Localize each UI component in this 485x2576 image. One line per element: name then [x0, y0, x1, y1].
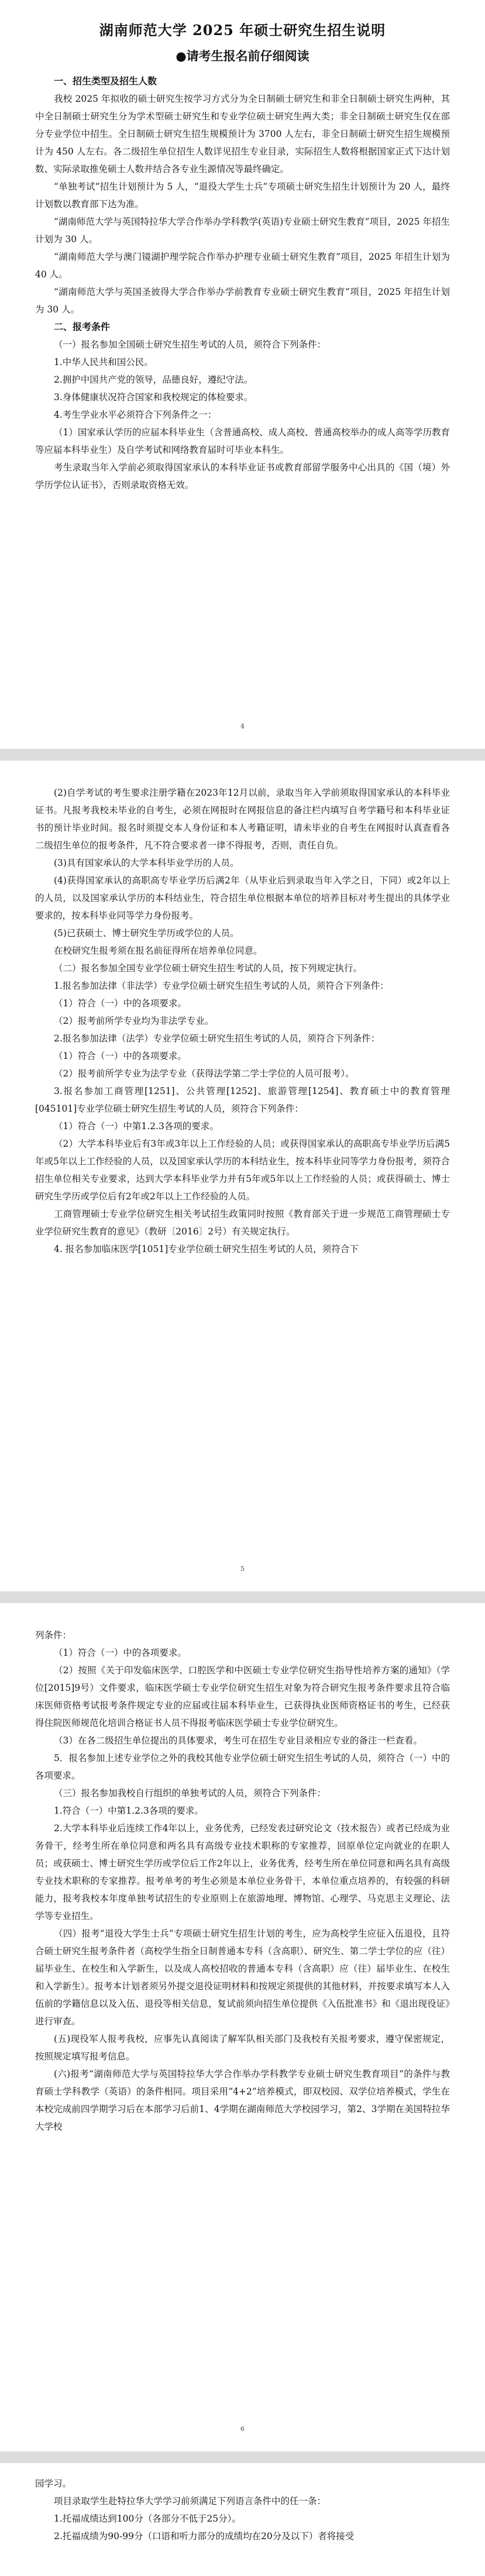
paragraph: （2）大学本科毕业后有3年或3年以上工作经验的人员；或获得国家承认的高职高专毕业学历后满5年或5年以上工作经验的人员，以及国家承认学历的本科结业生，按本科毕业同等学力身份报考，须符合招生单位相关专业要求，达到大学本科毕业学力并有5年或5年以上工作经验的人员；或获得硕士、博士研究生学历或学位后有2年或2年以上工作经验的人员。	[35, 1139, 450, 1202]
document-page-3	[0, 1603, 485, 2451]
paragraph: 1.报名参加法律（非法学）专业学位硕士研究生招生考试的人员，须符合下列条件：	[54, 981, 389, 991]
document-page-4	[0, 2463, 485, 2576]
paragraph: (5)已获硕士、博士研究生学历或学位的人员。	[54, 928, 239, 938]
paragraph: （二）报名参加全国专业学位硕士研究生招生考试的人员，按下列规定执行。	[54, 963, 363, 974]
page-3-body	[35, 1626, 450, 2135]
paragraph: 2.拥护中国共产党的领导，品德良好，遵纪守法。	[54, 374, 253, 385]
paragraph: （四）报考“退役大学生士兵”专项硕士研究生招生计划的考生，应为高校学生应征入伍退役，且符合硕士研究生报考条件者（高校学生指全日制普通本专科（含高职）、研究生、第二学士学位的应（往）届毕业生、在校生和入学新生，以及成人高校招收的普通本专科（含高职）应（往）届毕业生、在校生和入学新生）。报考本计划者须另外提交退役证明材料和按规定须提供的其他材料，并按要求填写本人入伍前的学籍信息以及入伍、退役等相关信息，复试前须向招生单位提供《入伍批准书》和《退出现役证》进行审查。	[35, 1928, 450, 2027]
document-page-1	[0, 0, 485, 749]
paragraph: “湖南师范大学与澳门镜湖护理学院合作举办护理专业硕士研究生教育”项目，2025 年招生计划为 40 人。	[35, 252, 450, 280]
paragraph: (五)现役军人报考我校，应事先认真阅读了解军队相关部门及我校有关报考要求，遵守保密规定，按照规定填写报考信息。	[35, 2034, 450, 2062]
page-number: 4	[240, 723, 245, 730]
paragraph: （1）符合（一）中的各项要求。	[54, 1648, 187, 1658]
paragraph: “湖南师范大学与英国特拉华大学合作举办学科教学(英语)专业硕士研究生教育”项目，2025 年招生计划为 30 人。	[35, 216, 450, 245]
page-2-body	[35, 784, 450, 1258]
paragraph: 2.大学本科毕业后连续工作4年以上，业务优秀，已经发表过研究论文（技术报告）或者已经成为业务骨干，经考生所在单位同意和两名具有高级专业技术职称的专家推荐，回原单位定向就业的在职人员；或获硕士、博士研究生学历或学位后工作2年以上，业务优秀，经考生所在单位同意和两名具有高级专业技术职称的专家推荐。报考单考的考生必须是本单位业务骨干，本单位重点培养的，有较强的科研能力，报考我校本年度单独考试招生的专业原则上在旅游地理、博物馆、心理学、马克思主义理论、法学等专业招生。	[35, 1823, 450, 1921]
paragraph: (六)报考“湖南师范大学与英国特拉华大学合作举办学科教学专业硕士研究生教育项目”的条件与教育硕士学科教学（英语）的条件相同。项目采用“4+2”培养模式，即双校园、双学位培养模式，学生在本校完成前四学期学习后在本部学习后前1、4学期在湖南师范大学校园学习，第2、3学期在美国特拉华大学校	[35, 2069, 450, 2132]
section-heading: 一、招生类型及招生人数	[54, 75, 157, 87]
paragraph: （1）符合（一）中的各项要求。	[54, 1051, 187, 1061]
paragraph: 1.符合（一）中第1.2.3各项的要求。	[54, 1805, 204, 1816]
paragraph: 项目录取学生赴特拉华大学学习前须满足下列语言条件中的任一条：	[54, 2496, 326, 2506]
paragraph: （1）符合（一）中第1.2.3各项的要求。	[54, 1121, 219, 1131]
paragraph: （一）报名参加全国硕士研究生招生考试的人员，须符合下列条件：	[54, 339, 326, 350]
section-heading: 二、报考条件	[54, 321, 111, 332]
document-page-2	[0, 761, 485, 1591]
page-4-body	[35, 2475, 450, 2545]
paragraph: 3.身体健康状况符合国家和我校规定的体检要求。	[54, 392, 253, 403]
page-1-body	[35, 73, 450, 494]
paragraph: (4)获得国家承认的高职高专毕业学历后满2年（从毕业后到录取当年入学之日，下同）或2年以上的人员，以及国家承认学历的本科结业生，符合招生单位根据本单位的培养目标对考生提出的具体学业要求的，按本科毕业同等学力身份报考。	[35, 875, 450, 921]
paragraph: （2）按照《关于印发临床医学、口腔医学和中医硕士专业学位研究生指导性培养方案的通知》（学位[2015]9号）文件要求，临床医学硕士专业学位研究生招生对象为符合研究生报考条件要求且符合临床医师资格考试报考条件规定专业的应届或往届本科毕业生，已获得执业医师资格证书的考生，已经获得住院医师规范化培训合格证书人员不得报考临床医学硕士专业学位研究生。	[35, 1665, 450, 1728]
paragraph: （2）报考前所学专业均为非法学专业。	[54, 1016, 214, 1026]
paragraph: 4. 报名参加临床医学[1051]专业学位硕士研究生招生考试的人员，须符合下	[54, 1244, 359, 1254]
paragraph: （1）符合（一）中的各项要求。	[54, 998, 187, 1009]
paragraph: 1.中华人民共和国公民。	[54, 357, 153, 367]
document-title: 湖南师范大学 2025 年硕士研究生招生说明	[99, 22, 386, 39]
paragraph: 2.报名参加法律（法学）专业学位硕士研究生招生考试的人员，须符合下列条件：	[54, 1033, 380, 1044]
paragraph: 列条件：	[35, 1630, 72, 1640]
paragraph: (2)自学考试的考生要求注册学籍在2023年12月以前，录取当年入学前须取得国家承认的本科毕业证书。凡报考我校未毕业的自考生，必须在网报时在网报信息的备注栏内填写自考学籍号和本科毕业证书的预计毕业时间。报名时须提交本人身份证和本人考籍证明，请未毕业的自考生在网报时认真查看各二级招生单位的报考条件，凡不符合要求者一律不得报考，否则，责任自负。	[35, 787, 450, 851]
paragraph: （3）在各二级招生单位提出的具体要求，考生可在招生专业目录相应专业的备注一栏查看。	[54, 1735, 422, 1746]
paragraph: （2）报考前所学专业为法学专业（获得法学第二学士学位的人员可报考）。	[54, 1068, 355, 1079]
paragraph: 园学习。	[35, 2478, 72, 2489]
page-number: 5	[240, 1565, 245, 1573]
paragraph: 1.托福成绩达到100分（各部分不低于25分）。	[54, 2513, 241, 2524]
page-number: 6	[240, 2425, 245, 2433]
paragraph: 我校 2025 年拟收的硕士研究生按学习方式分为全日制硕士研究生和非全日制硕士研究生两种，其中全日制硕士研究生分为学术型硕士研究生和专业学位硕士研究生两大类；非全日制硕士研究生仅在部分专业学位中招生。全日制硕士研究生招生规模预计为 3700 人左右，非全日制硕士研究生招生规模预计为 450 人左右。各二级招生单位招生人数详见招生专业目录，实际招生人数将根据国家正式下达计划数、实际录取推免硕士人数并结合各专业生源情况等最终确定。	[35, 94, 450, 174]
paragraph: 5．报名参加上述专业学位之外的我校其他专业学位硕士研究生招生考试的人员，须符合（一）中的各项要求。	[35, 1753, 450, 1781]
paragraph: 考生录取当年入学前必须取得国家承认的本科毕业证书或教育部留学服务中心出具的《国（境）外学历学位认证书》，否则录取资格无效。	[35, 462, 450, 490]
paragraph: （三）报名参加我校自行组织的单独考试的人员，须符合下列条件：	[54, 1788, 326, 1798]
paragraph: 4.考生学业水平必须符合下列条件之一：	[54, 410, 217, 420]
paragraph: “湖南师范大学与英国圣彼得大学合作举办学前教育专业硕士研究生教育”项目，2025 年招生计划为 30 人。	[35, 287, 450, 315]
paragraph: （1）国家承认学历的应届本科毕业生（含普通高校、成人高校、普通高校举办的成人高等学历教育等应届本科毕业生）及自学考试和网络教育届时可毕业本科生。	[35, 427, 450, 455]
paragraph: “单独考试”招生计划预计为 5 人，“退役大学生士兵”专项硕士研究生招生计划预计为 20 人，最终计划数以教育部下达为准。	[35, 181, 450, 209]
paragraph: 在校研究生报考须在报名前征得所在培养单位同意。	[54, 945, 263, 956]
paragraph: 工商管理硕士专业学位研究生相关考试招生政策同时按照《教育部关于进一步规范工商管理硕士专业学位研究生教育的意见》（教研〔2016〕2号）有关规定执行。	[35, 1209, 450, 1237]
paragraph: 2.托福成绩为90-99分（口语和听力部分的成绩均在20分及以下）者将接受	[54, 2531, 355, 2541]
paragraph: 3.报名参加工商管理[1251]、公共管理[1252]、旅游管理[1254]、教育硕士中的教育管理[045101]专业学位硕士研究生招生考试的人员，须符合下列条件：	[35, 1086, 450, 1114]
document-subtitle: ●请考生报名前仔细阅读	[176, 49, 309, 63]
paragraph: (3)具有国家承认的大学本科毕业学历的人员。	[54, 858, 239, 868]
